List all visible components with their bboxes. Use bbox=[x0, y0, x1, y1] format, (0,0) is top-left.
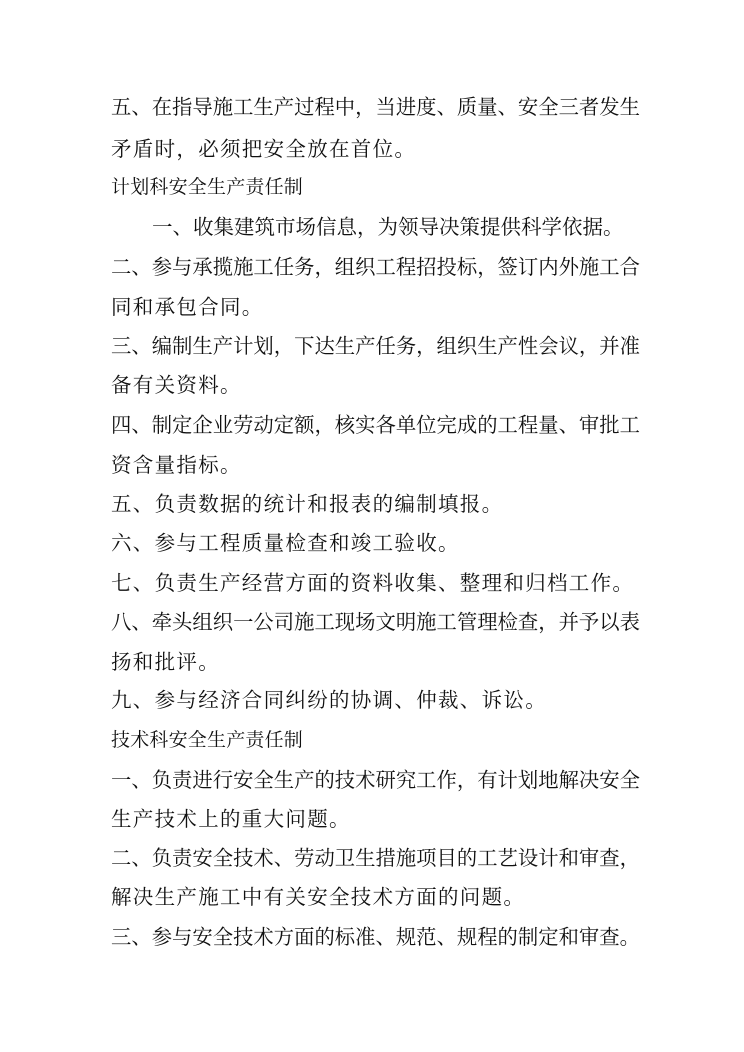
text-line: 六、参与工程质量检查和竣工验收。 bbox=[111, 531, 460, 555]
text-line: 一、收集建筑市场信息，为领导决策提供科学依据。 bbox=[152, 215, 624, 239]
text-line: 备有关资料。 bbox=[111, 373, 242, 397]
text-line: 九、参与经济合同纠纷的协调、仲裁、诉讼。 bbox=[111, 688, 547, 712]
text-line: 七、负责生产经营方面的资料收集、整理和归档工作。 bbox=[111, 571, 635, 595]
text-line: 生产技术上的重大问题。 bbox=[111, 807, 351, 831]
text-line: 三、编制生产计划，下达生产任务，组织生产性会议，并准 bbox=[111, 334, 640, 358]
section-heading-technical-dept: 技术科安全生产责任制 bbox=[111, 729, 304, 751]
text-line: 三、参与安全技术方面的标准、规范、规程的制定和审查。 bbox=[111, 925, 640, 949]
text-line: 解决生产施工中有关安全技术方面的问题。 bbox=[111, 885, 526, 909]
text-line: 五、负责数据的统计和报表的编制填报。 bbox=[111, 492, 504, 516]
text-line: 二、参与承揽施工任务，组织工程招投标，签订内外施工合 bbox=[111, 255, 640, 279]
section-heading-planning-dept: 计划科安全生产责任制 bbox=[111, 176, 304, 198]
text-line: 八、牵头组织一公司施工现场文明施工管理检查，并予以表 bbox=[111, 610, 640, 634]
text-line: 资含量指标。 bbox=[111, 453, 242, 477]
text-line: 同和承包合同。 bbox=[111, 295, 264, 319]
text-line: 扬和批评。 bbox=[111, 650, 220, 674]
text-line: 四、制定企业劳动定额，核实各单位完成的工程量、审批工 bbox=[111, 413, 640, 437]
text-line: 五、在指导施工生产过程中，当进度、质量、安全三者发生 bbox=[111, 95, 640, 119]
text-line: 一、负责进行安全生产的技术研究工作，有计划地解决安全 bbox=[111, 768, 640, 792]
text-line: 矛盾时，必须把安全放在首位。 bbox=[111, 137, 417, 161]
text-line: 二、负责安全技术、劳动卫生措施项目的工艺设计和审查， bbox=[111, 846, 640, 870]
